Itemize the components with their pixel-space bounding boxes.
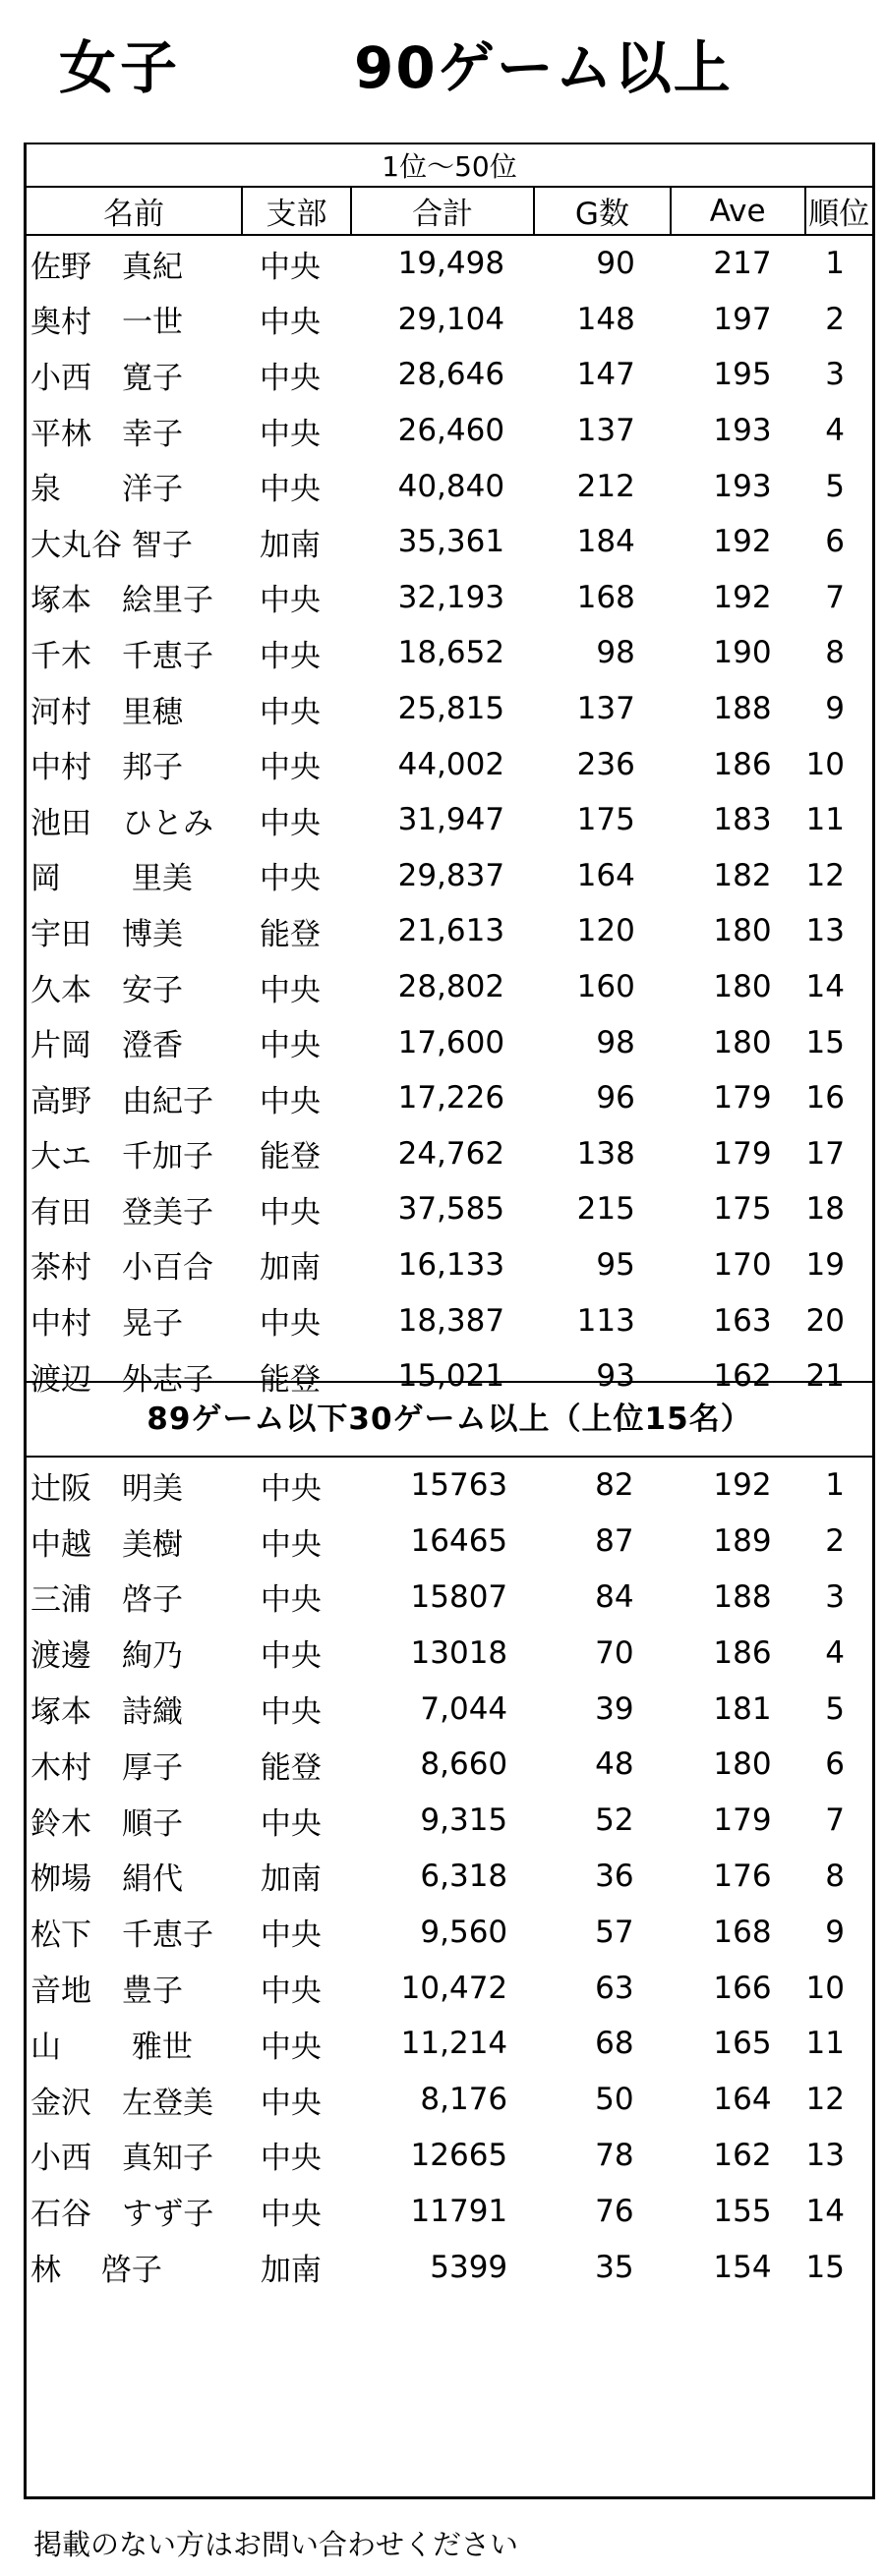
games-count: 147 <box>576 357 635 393</box>
player-name: 奥村 一世 <box>30 305 183 341</box>
player-name: 辻阪 明美 <box>30 1470 183 1507</box>
total-score: 44,002 <box>397 746 505 782</box>
branch: 中央 <box>260 1582 322 1619</box>
table-row <box>27 292 872 348</box>
games-count: 70 <box>595 1634 634 1671</box>
total-score: 18,652 <box>397 635 505 671</box>
rank: 16 <box>805 1080 845 1116</box>
average: 154 <box>713 2249 772 2285</box>
games-count: 87 <box>595 1523 634 1560</box>
average: 165 <box>713 2026 772 2062</box>
table-row <box>27 2016 872 2072</box>
branch: 能登 <box>259 1139 321 1175</box>
average: 193 <box>713 468 772 504</box>
games-count: 90 <box>596 246 635 282</box>
range-label: 1位～50位 <box>27 143 872 187</box>
rank: 21 <box>805 1358 845 1395</box>
games-count: 148 <box>576 301 635 337</box>
header-total: 合計 <box>351 187 534 235</box>
average: 166 <box>713 1970 772 2006</box>
rank: 6 <box>825 524 845 560</box>
player-name: 宇田 博美 <box>30 916 183 952</box>
player-name: 林 啓子 <box>30 2253 162 2289</box>
average: 195 <box>713 357 772 393</box>
player-name: 小西 寛子 <box>30 360 183 396</box>
rank: 9 <box>825 691 845 727</box>
table-row <box>27 2072 872 2128</box>
table-row <box>27 1070 872 1126</box>
total-score: 9,315 <box>420 1803 508 1839</box>
player-name: 有田 登美子 <box>30 1194 213 1231</box>
games-count: 168 <box>576 579 635 615</box>
games-count: 68 <box>595 2026 634 2062</box>
average: 186 <box>713 746 772 782</box>
player-name: 渡邊 絢乃 <box>30 1638 183 1675</box>
branch: 中央 <box>259 1306 321 1343</box>
rank: 15 <box>805 2249 845 2285</box>
total-score: 13018 <box>410 1634 508 1671</box>
player-name: 栁場 絹代 <box>30 1861 183 1898</box>
table-row <box>27 1849 872 1905</box>
average: 181 <box>713 1690 772 1727</box>
average: 192 <box>713 579 772 615</box>
branch: 中央 <box>260 1638 322 1675</box>
main-rows <box>27 235 872 1403</box>
total-score: 24,762 <box>397 1135 505 1172</box>
category-title: 女子 <box>59 34 182 101</box>
average: 188 <box>713 691 772 727</box>
table-row <box>27 903 872 959</box>
total-score: 6,318 <box>420 1858 508 1894</box>
rank: 14 <box>805 2193 845 2229</box>
table-row <box>27 570 872 626</box>
table-row <box>27 1737 872 1793</box>
branch: 中央 <box>259 1028 321 1064</box>
secondary-section-title: 89ゲーム以下30ゲーム以上（上位15名） <box>27 1381 872 1458</box>
table-row <box>27 792 872 848</box>
table-row <box>27 681 872 737</box>
games-count: 137 <box>576 691 635 727</box>
branch: 中央 <box>259 305 321 341</box>
header-ave: Ave <box>671 187 805 235</box>
ranking-table-main <box>27 143 872 1403</box>
branch: 中央 <box>260 2085 322 2121</box>
player-name: 鈴木 順子 <box>30 1805 183 1842</box>
average: 192 <box>713 524 772 560</box>
total-score: 11791 <box>410 2193 508 2229</box>
table-row <box>27 403 872 459</box>
branch: 中央 <box>260 1918 322 1954</box>
rank: 3 <box>825 357 845 393</box>
header-name: 名前 <box>27 187 242 235</box>
player-name: 小西 真知子 <box>30 2141 213 2177</box>
total-score: 8,176 <box>420 2082 508 2118</box>
branch: 中央 <box>259 750 321 786</box>
branch: 能登 <box>259 916 321 952</box>
table-row <box>27 1181 872 1237</box>
games-count: 93 <box>596 1358 635 1395</box>
rank: 19 <box>805 1246 845 1283</box>
average: 176 <box>713 1858 772 1894</box>
player-name: 河村 里穂 <box>30 694 183 730</box>
total-score: 26,460 <box>397 413 505 449</box>
branch: 中央 <box>259 638 321 674</box>
games-count: 96 <box>596 1080 635 1116</box>
ranking-frame <box>24 143 875 2499</box>
games-count: 48 <box>595 1746 634 1783</box>
branch: 中央 <box>260 1805 322 1842</box>
rank: 5 <box>825 468 845 504</box>
total-score: 11,214 <box>400 2026 508 2062</box>
condition-title: 90ゲーム以上 <box>354 34 733 101</box>
table-row <box>27 2128 872 2184</box>
player-name: 松下 千恵子 <box>30 1918 213 1954</box>
player-name: 池田 ひとみ <box>30 805 213 841</box>
total-score: 10,472 <box>400 1970 508 2006</box>
average: 155 <box>713 2193 772 2229</box>
rank: 10 <box>805 746 845 782</box>
player-name: 片岡 澄香 <box>30 1028 183 1064</box>
table-header <box>27 187 872 235</box>
player-name: 久本 安子 <box>30 972 183 1008</box>
games-count: 236 <box>576 746 635 782</box>
table-row <box>27 1014 872 1070</box>
total-score: 28,802 <box>397 969 505 1005</box>
table-row <box>27 235 872 292</box>
total-score: 35,361 <box>397 524 505 560</box>
player-name: 泉 洋子 <box>30 472 183 508</box>
branch: 中央 <box>259 1083 321 1119</box>
player-name: 中村 晃子 <box>30 1306 183 1343</box>
total-score: 17,600 <box>397 1024 505 1060</box>
branch: 加南 <box>260 1861 322 1898</box>
rank: 1 <box>825 1467 845 1504</box>
rank: 4 <box>825 413 845 449</box>
table-row <box>27 458 872 514</box>
branch: 中央 <box>260 2029 322 2065</box>
rank: 18 <box>805 1191 845 1228</box>
table-row <box>27 1514 872 1570</box>
games-count: 137 <box>576 413 635 449</box>
rank: 15 <box>805 1024 845 1060</box>
player-name: 山 雅世 <box>30 2029 193 2065</box>
header-branch: 支部 <box>242 187 351 235</box>
rank: 11 <box>805 2026 845 2062</box>
total-score: 16465 <box>410 1523 508 1560</box>
rank: 17 <box>805 1135 845 1172</box>
rank: 9 <box>825 1914 845 1950</box>
average: 180 <box>713 913 772 949</box>
branch: 能登 <box>260 1749 322 1786</box>
games-count: 50 <box>595 2082 634 2118</box>
games-count: 113 <box>576 1302 635 1339</box>
branch: 中央 <box>259 972 321 1008</box>
branch: 加南 <box>259 1250 321 1287</box>
player-name: 平林 幸子 <box>30 416 183 452</box>
table-row <box>27 848 872 904</box>
games-count: 184 <box>576 524 635 560</box>
total-score: 19,498 <box>397 246 505 282</box>
total-score: 25,815 <box>397 691 505 727</box>
player-name: 千木 千恵子 <box>30 638 213 674</box>
rank: 11 <box>805 802 845 838</box>
branch: 中央 <box>259 416 321 452</box>
total-score: 5399 <box>430 2249 508 2285</box>
average: 179 <box>713 1080 772 1116</box>
average: 162 <box>713 2137 772 2173</box>
games-count: 95 <box>596 1246 635 1283</box>
total-score: 31,947 <box>397 802 505 838</box>
games-count: 35 <box>595 2249 634 2285</box>
table-row <box>27 1570 872 1626</box>
rank: 12 <box>805 857 845 893</box>
total-score: 7,044 <box>420 1690 508 1727</box>
branch: 中央 <box>259 472 321 508</box>
player-name: 渡辺 外志子 <box>30 1361 213 1398</box>
table-row <box>27 347 872 403</box>
games-count: 164 <box>576 857 635 893</box>
games-count: 98 <box>596 1024 635 1060</box>
total-score: 32,193 <box>397 579 505 615</box>
player-name: 大丸谷 智子 <box>30 527 193 563</box>
average: 183 <box>713 802 772 838</box>
average: 182 <box>713 857 772 893</box>
player-name: 音地 豊子 <box>30 1974 183 2010</box>
games-count: 138 <box>576 1135 635 1172</box>
branch: 中央 <box>259 583 321 619</box>
rank: 6 <box>825 1746 845 1783</box>
games-count: 120 <box>576 913 635 949</box>
rank: 2 <box>825 301 845 337</box>
rank: 13 <box>805 2137 845 2173</box>
branch: 中央 <box>260 1974 322 2010</box>
games-count: 160 <box>576 969 635 1005</box>
rank: 14 <box>805 969 845 1005</box>
player-name: 大エ 千加子 <box>30 1139 213 1175</box>
table-row <box>27 1681 872 1737</box>
branch: 中央 <box>260 1526 322 1563</box>
average: 217 <box>713 246 772 282</box>
total-score: 28,646 <box>397 357 505 393</box>
total-score: 16,133 <box>397 1246 505 1283</box>
player-name: 金沢 左登美 <box>30 2085 213 2121</box>
ranking-table-secondary <box>27 1381 872 2295</box>
branch: 中央 <box>259 694 321 730</box>
average: 186 <box>713 1634 772 1671</box>
table-row <box>27 1793 872 1849</box>
rank: 8 <box>825 1858 845 1894</box>
header-games: G数 <box>534 187 671 235</box>
average: 190 <box>713 635 772 671</box>
table-row <box>27 1458 872 1514</box>
player-name: 三浦 啓子 <box>30 1582 183 1619</box>
games-count: 215 <box>576 1191 635 1228</box>
average: 189 <box>713 1523 772 1560</box>
branch: 中央 <box>260 2197 322 2233</box>
player-name: 木村 厚子 <box>30 1749 183 1786</box>
branch: 中央 <box>260 1470 322 1507</box>
player-name: 石谷 すず子 <box>30 2197 214 2233</box>
average: 192 <box>713 1467 772 1504</box>
rank: 2 <box>825 1523 845 1560</box>
rank: 12 <box>805 2082 845 2118</box>
player-name: 中越 美樹 <box>30 1526 183 1563</box>
rank: 20 <box>805 1302 845 1339</box>
average: 188 <box>713 1578 772 1615</box>
average: 164 <box>713 2082 772 2118</box>
average: 197 <box>713 301 772 337</box>
branch: 中央 <box>259 805 321 841</box>
total-score: 40,840 <box>397 468 505 504</box>
rank: 10 <box>805 1970 845 2006</box>
average: 180 <box>713 1746 772 1783</box>
games-count: 212 <box>576 468 635 504</box>
total-score: 9,560 <box>420 1914 508 1950</box>
table-row <box>27 2183 872 2239</box>
branch: 中央 <box>259 1194 321 1231</box>
rank: 7 <box>825 1803 845 1839</box>
table-row <box>27 1237 872 1293</box>
games-count: 76 <box>595 2193 634 2229</box>
games-count: 175 <box>576 802 635 838</box>
total-score: 29,837 <box>397 857 505 893</box>
games-count: 98 <box>596 635 635 671</box>
games-count: 63 <box>595 1970 634 2006</box>
player-name: 岡 里美 <box>30 861 193 897</box>
footer-note: 掲載のない方はお問い合わせください <box>33 2528 519 2561</box>
rank: 4 <box>825 1634 845 1671</box>
total-score: 18,387 <box>397 1302 505 1339</box>
branch: 中央 <box>259 861 321 897</box>
table-row <box>27 959 872 1015</box>
branch: 中央 <box>259 249 321 285</box>
branch: 加南 <box>259 527 321 563</box>
player-name: 高野 由紀子 <box>30 1083 213 1119</box>
branch: 能登 <box>259 1361 321 1398</box>
rank: 7 <box>825 579 845 615</box>
average: 193 <box>713 413 772 449</box>
table-row <box>27 1292 872 1348</box>
table-row <box>27 625 872 681</box>
table-row <box>27 514 872 570</box>
total-score: 15763 <box>410 1467 508 1504</box>
table-row <box>27 736 872 792</box>
branch: 中央 <box>259 360 321 396</box>
total-score: 21,613 <box>397 913 505 949</box>
table-row <box>27 1126 872 1182</box>
player-name: 茶村 小百合 <box>30 1250 213 1287</box>
header-rank: 順位 <box>805 187 872 235</box>
games-count: 84 <box>595 1578 634 1615</box>
total-score: 8,660 <box>420 1746 508 1783</box>
table-row <box>27 1904 872 1960</box>
player-name: 中村 邦子 <box>30 750 183 786</box>
games-count: 39 <box>595 1690 634 1727</box>
games-count: 52 <box>595 1803 634 1839</box>
total-score: 29,104 <box>397 301 505 337</box>
average: 180 <box>713 969 772 1005</box>
range-row <box>27 143 872 187</box>
games-count: 57 <box>595 1914 634 1950</box>
games-count: 82 <box>595 1467 634 1504</box>
rank: 1 <box>825 246 845 282</box>
branch: 中央 <box>260 1694 322 1731</box>
rank: 8 <box>825 635 845 671</box>
games-count: 36 <box>595 1858 634 1894</box>
average: 168 <box>713 1914 772 1950</box>
player-name: 塚本 詩織 <box>30 1694 183 1731</box>
average: 163 <box>713 1302 772 1339</box>
average: 162 <box>713 1358 772 1395</box>
rank: 5 <box>825 1690 845 1727</box>
total-score: 37,585 <box>397 1191 505 1228</box>
table-row <box>27 1960 872 2016</box>
average: 175 <box>713 1191 772 1228</box>
average: 170 <box>713 1246 772 1283</box>
total-score: 15,021 <box>397 1358 505 1395</box>
branch: 加南 <box>260 2253 322 2289</box>
rank: 13 <box>805 913 845 949</box>
table-row <box>27 1625 872 1681</box>
total-score: 12665 <box>410 2137 508 2173</box>
average: 180 <box>713 1024 772 1060</box>
total-score: 17,226 <box>397 1080 505 1116</box>
secondary-rows <box>27 1458 872 2295</box>
total-score: 15807 <box>410 1578 508 1615</box>
games-count: 78 <box>595 2137 634 2173</box>
average: 179 <box>713 1135 772 1172</box>
player-name: 塚本 絵里子 <box>30 583 213 619</box>
rank: 3 <box>825 1578 845 1615</box>
average: 179 <box>713 1803 772 1839</box>
branch: 中央 <box>260 2141 322 2177</box>
table-row <box>27 2239 872 2295</box>
player-name: 佐野 真紀 <box>30 249 183 285</box>
